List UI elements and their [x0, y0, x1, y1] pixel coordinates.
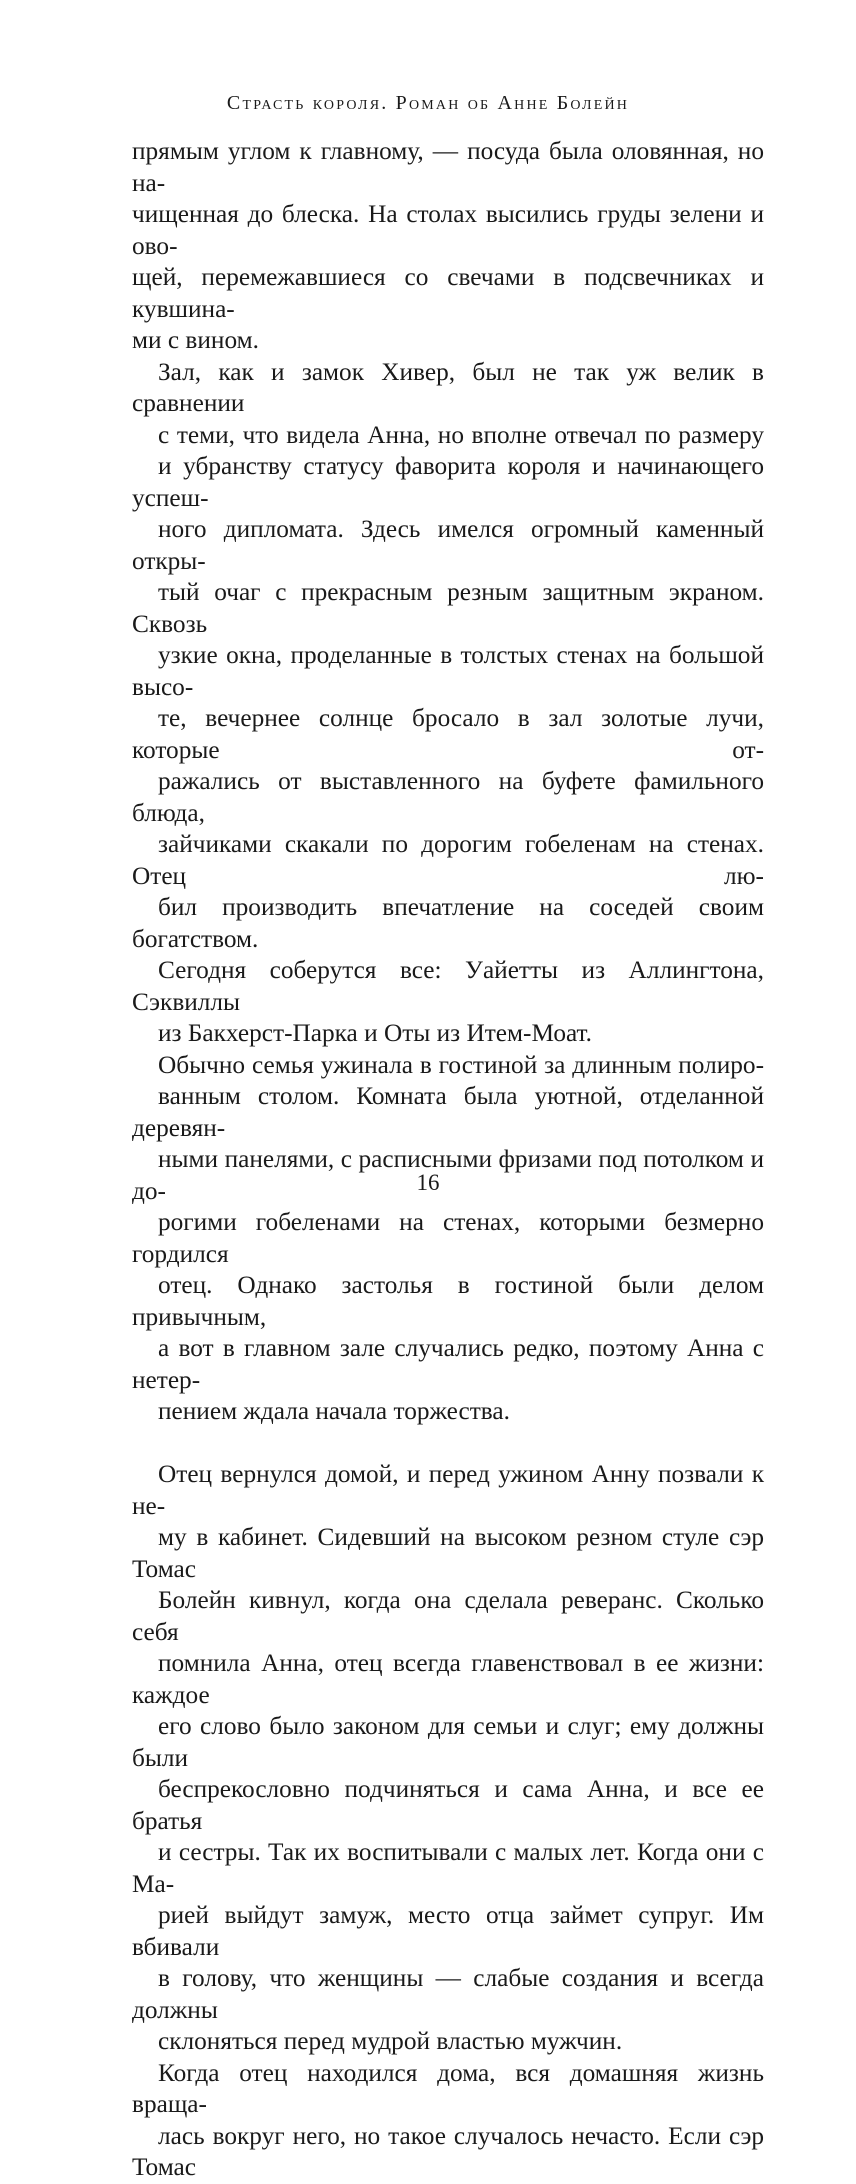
text-line: ражались от выставленного на буфете фамильного блюда, [132, 767, 764, 827]
text-line: чищенная до блеска. На столах высились груды зелени и ово- [132, 200, 764, 260]
text-line: ванным столом. Комната была уютной, отделанной деревян- [132, 1082, 764, 1142]
text-line: тый очаг с прекрасным резным защитным экраном. Сквозь [132, 578, 764, 638]
text-line: помнила Анна, отец всегда главенствовал в ее жизни: каждое [132, 1649, 764, 1709]
page-number: 16 [416, 1170, 440, 1195]
text-line: ного дипломата. Здесь имелся огромный каменный откры- [132, 515, 764, 575]
text-line: Сегодня соберутся все: Уайетты из Аллингтона, Сэквиллы [132, 956, 764, 1016]
paragraph [132, 357, 764, 1050]
text-line: узкие окна, проделанные в толстых стенах на большой высо- [132, 641, 764, 701]
text-line: отец. Однако застолья в гостиной были делом привычным, [132, 1271, 764, 1331]
body-text [132, 136, 764, 2184]
text-line: в голову, что женщины — слабые создания и всегда должны [132, 1964, 764, 2024]
text-line: му в кабинет. Сидевший на высоком резном стуле сэр Томас [132, 1523, 764, 1583]
text-line: зайчиками скакали по дорогим гобеленам на стенах. Отец лю- [132, 830, 764, 890]
text-line: Когда отец находился дома, вся домашняя жизнь враща- [132, 2058, 764, 2118]
text-line: рией выйдут замуж, место отца займет супруг. Им вбивали [132, 1901, 764, 1961]
text-line: Обычно семья ужинала в гостиной за длинным полиро- [158, 1050, 764, 1079]
text-line: те, вечернее солнце бросало в зал золотые лучи, которые от- [132, 704, 764, 764]
text-line: Отец вернулся домой, и перед ужином Анну позвали к не- [132, 1460, 764, 1520]
text-line: и убранству статусу фаворита короля и начинающего успеш- [132, 452, 764, 512]
text-line: его слово было законом для семьи и слуг; ему должны были [132, 1712, 764, 1772]
text-line: щей, перемежавшиеся со свечами в подсвечниках и кувшина- [132, 263, 764, 323]
text-line: ми с вином. [132, 326, 259, 354]
text-line: беспрекословно подчиняться и сама Анна, и все ее братья [132, 1775, 764, 1835]
text-line: рогими гобеленами на стенах, которыми безмерно гордился [132, 1208, 764, 1268]
text-line: склоняться перед мудрой властью мужчин. [158, 2027, 623, 2055]
paragraph [132, 1050, 764, 1428]
text-line: лась вокруг него, но такое случалось нечасто. Если сэр Томас [132, 2121, 764, 2181]
running-title: Страсть короля. Роман об Анне Болейн [226, 92, 630, 114]
text-line: бил производить впечатление на соседей своим богатством. [132, 893, 764, 953]
paragraph [132, 1459, 764, 2058]
text-line: с теми, что видела Анна, но вполне отвечал по размеру [158, 420, 764, 449]
text-line: Болейн кивнул, когда она сделала реверанс. Сколько себя [132, 1586, 764, 1646]
paragraph [132, 136, 764, 357]
text-line: Зал, как и замок Хивер, был не так уж велик в сравнении [132, 357, 764, 417]
paragraph [132, 2058, 764, 2184]
text-line: прямым углом к главному, — посуда была оловянная, но на- [132, 137, 764, 197]
text-line: и сестры. Так их воспитывали с малых лет. Когда они с Ма- [132, 1838, 764, 1898]
text-line: ными панелями, с расписными фризами под потолком и до- [132, 1145, 764, 1205]
text-line: а вот в главном зале случались редко, поэтому Анна с нетер- [132, 1334, 764, 1394]
text-line: пением ждала начала торжества. [158, 1397, 510, 1425]
text-line: из Бакхерст-Парка и Оты из Итем-Моат. [158, 1019, 593, 1047]
